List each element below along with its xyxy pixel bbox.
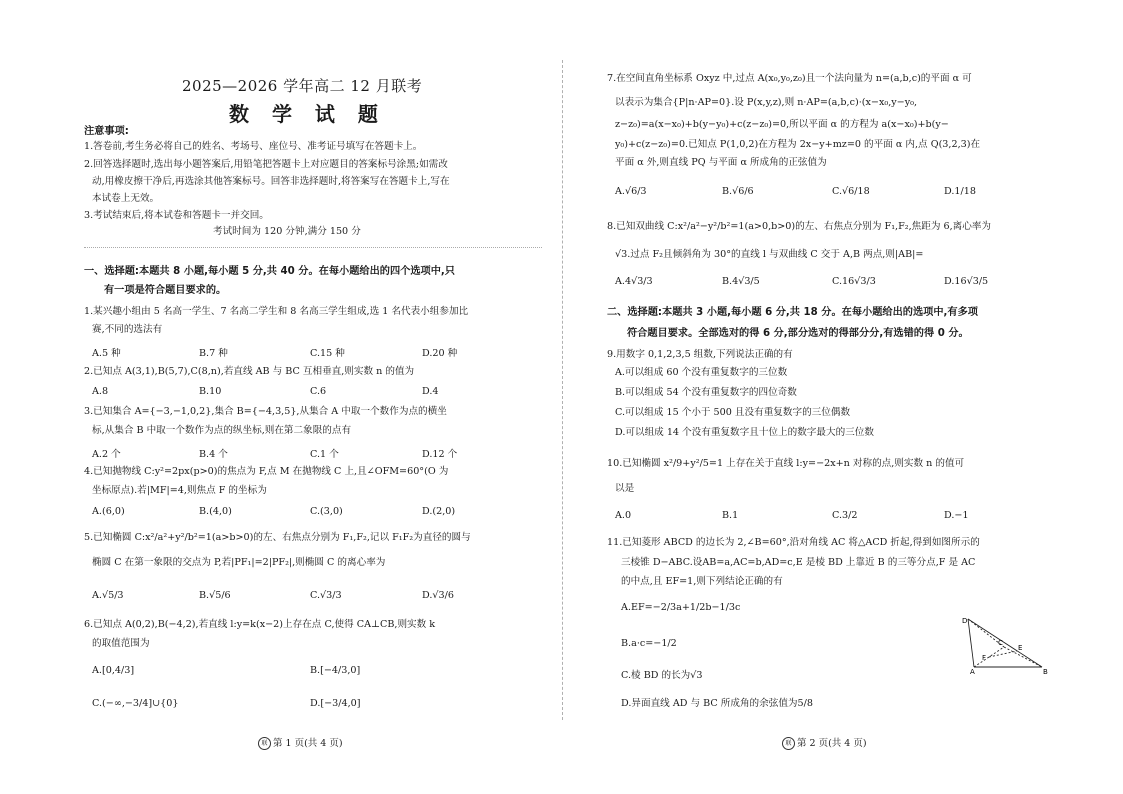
question-3-cont: 标,从集合 B 中取一个数作为点的纵坐标,则在第二象限的点有 [92,425,352,436]
q11-option-d: D.异面直线 AD 与 BC 所成角的余弦值为5/8 [621,698,813,709]
q7-choice-a: A.√6/3 [615,186,647,197]
page-1 [0,0,561,794]
q4-choice-d: D.(2,0) [422,506,456,517]
q10-choice-d: D.−1 [944,510,969,521]
question-3: 3.已知集合 A={−3,−1,0,2},集合 B={−4,3,5},从集合 A 中取一个数作为点的横坐 [84,406,447,417]
note-line: 3.考试结束后,将本试卷和答题卡一并交回。 [84,210,269,221]
question-10: 10.已知椭圆 x²/9+y²/5=1 上存在关于直线 l:y=−2x+n 对称的点,则实数 n 的值可 [607,458,965,469]
footer-mark: 联 [258,737,271,750]
notes-heading: 注意事项: [84,126,129,137]
q6-choice-d: D.[−3/4,0] [310,698,361,709]
edge-cb [1004,647,1042,667]
question-2: 2.已知点 A(3,1),B(5,7),C(8,n),若直线 AB 与 BC 互相垂直,则实数 n 的值为 [84,366,415,377]
section1-heading: 一、选择题:本题共 8 小题,每小题 5 分,共 40 分。在每小题给出的四个选项中,只 [84,266,455,277]
section2-heading-cont: 符合题目要求。全部选对的得 6 分,部分选对的得部分分,有选错的得 0 分。 [627,328,969,339]
segment-ef [989,651,1017,657]
question-7-cont: y₀)+c(z−z₀)=0.已知点 P(1,0,2)在方程为 2x−y+mz=0 的平面 α 内,点 Q(3,2,3)在 [615,139,981,150]
label-a: A [970,668,975,675]
q4-choice-a: A.(6,0) [92,506,125,517]
q8-choice-c: C.16√3/3 [832,276,876,287]
edge-da [968,619,974,667]
q5-choice-d: D.√3/6 [422,590,454,601]
question-7: 7.在空间直角坐标系 Oxyz 中,过点 A(x₀,y₀,z₀)且一个法向量为 n=(a,b,c)的平面 α 可 [607,73,972,84]
label-f: F [982,654,987,662]
q4-choice-c: C.(3,0) [310,506,343,517]
q7-choice-b: B.√6/6 [722,186,754,197]
separator [84,247,542,248]
question-7-cont: 以表示为集合{P|n·AP=0}.设 P(x,y,z),则 n·AP=(a,b,c)·(x−x₀,y−y₀, [615,97,918,108]
exam-title: 2025—2026 学年高二 12 月联考 [182,77,423,95]
q2-choice-a: A.8 [92,386,109,397]
pyramid-figure [960,615,1054,675]
q1-choice-b: B.7 种 [199,348,228,359]
note-line: 动,用橡皮擦干净后,再选涂其他答案标号。回答非选择题时,将答案写在答题卡上,写在 [92,176,450,187]
q9-option-a: A.可以组成 60 个没有重复数字的三位数 [615,367,788,378]
q7-choice-d: D.1/18 [944,186,976,197]
q11-option-c: C.棱 BD 的长为√3 [621,670,703,681]
footer-text: 第 2 页(共 4 页) [797,738,867,749]
q2-choice-b: B.10 [199,386,222,397]
note-line: 1.答卷前,考生务必将自己的姓名、考场号、座位号、准考证号填写在答题卡上。 [84,141,423,152]
label-e: E [1018,644,1023,652]
question-7-cont: 平面 α 外,则直线 PQ 与平面 α 所成角的正弦值为 [615,157,827,168]
q6-choice-c: C.(−∞,−3/4]∪{0} [92,698,179,709]
question-1: 1.某兴趣小组由 5 名高一学生、7 名高二学生和 8 名高三学生组成,选 1 名代表小组参加比 [84,306,469,317]
q3-choice-a: A.2 个 [92,449,121,460]
q5-choice-a: A.√5/3 [92,590,124,601]
q1-choice-a: A.5 种 [92,348,121,359]
q2-choice-c: C.6 [310,386,327,397]
q10-choice-c: C.3/2 [832,510,858,521]
q7-choice-c: C.√6/18 [832,186,870,197]
q9-option-c: C.可以组成 15 个小于 500 且没有重复数字的三位偶数 [615,407,851,418]
edge-db [968,619,1042,667]
q6-choice-b: B.[−4/3,0] [310,665,361,676]
question-7-cont: z−z₀)=a(x−x₀)+b(y−y₀)+c(z−z₀)=0,所以平面 α 的方程为 a(x−x₀)+b(y− [615,119,949,130]
q9-option-b: B.可以组成 54 个没有重复数字的四位奇数 [615,387,797,398]
q3-choice-b: B.4 个 [199,449,228,460]
q3-choice-c: C.1 个 [310,449,339,460]
question-11: 11.已知菱形 ABCD 的边长为 2,∠B=60°,沿对角线 AC 将△ACD 折起,得到如图所示的 [607,537,980,548]
q1-choice-d: D.20 种 [422,348,458,359]
note-line: 本试卷上无效。 [92,193,160,204]
q3-choice-d: D.12 个 [422,449,458,460]
question-4-cont: 坐标原点).若|MF|=4,则焦点 F 的坐标为 [92,485,267,496]
q8-choice-a: A.4√3/3 [615,276,653,287]
page-footer [258,735,343,750]
page-2 [562,0,1123,794]
question-8: 8.已知双曲线 C:x²/a²−y²/b²=1(a>0,b>0)的左、右焦点分别为 F₁,F₂,焦距为 6,离心率为 [607,221,992,232]
exam-info: 考试时间为 120 分钟,满分 150 分 [213,226,361,237]
q4-choice-b: B.(4,0) [199,506,232,517]
label-b: B [1043,668,1048,675]
footer-text: 第 1 页(共 4 页) [273,738,343,749]
question-5-cont: 椭圆 C 在第一象限的交点为 P,若|PF₁|=2|PF₂|,则椭圆 C 的离心率为 [92,557,386,568]
question-4: 4.已知抛物线 C:y²=2px(p>0)的焦点为 F,点 M 在抛物线 C 上,且∠OFM=60°(O 为 [84,466,449,477]
q1-choice-c: C.15 种 [310,348,345,359]
q9-option-d: D.可以组成 14 个没有重复数字且十位上的数字最大的三位数 [615,427,874,438]
q8-choice-b: B.4√3/5 [722,276,760,287]
question-10-cont: 以是 [615,483,635,494]
q8-choice-d: D.16√3/5 [944,276,989,287]
question-1-cont: 赛,不同的选法有 [92,324,163,335]
page-footer [782,735,867,750]
label-d: D [962,617,968,625]
question-11-cont: 三棱锥 D−ABC.设AB=a,AC=b,AD=c,E 是棱 BD 上靠近 B 的三等分点,F 是 AC [621,557,976,568]
label-c: C [998,639,1003,647]
question-5: 5.已知椭圆 C:x²/a²+y²/b²=1(a>b>0)的左、右焦点分别为 F₁,F₂,记以 F₁F₂为直径的圆与 [84,532,471,543]
q11-option-a: A.EF=−2/3a+1/2b−1/3c [621,602,741,613]
q5-choice-c: C.√3/3 [310,590,342,601]
question-6-cont: 的取值范围为 [92,638,150,649]
q2-choice-d: D.4 [422,386,439,397]
question-9: 9.用数字 0,1,2,3,5 组数,下列说法正确的有 [607,349,793,360]
footer-mark: 联 [782,737,795,750]
q6-choice-a: A.[0,4/3] [92,665,135,676]
question-8-cont: √3.过点 F₂且倾斜角为 30°的直线 l 与双曲线 C 交于 A,B 两点,则|AB|= [615,249,924,260]
q11-option-b: B.a·c=−1/2 [621,638,677,649]
section2-heading: 二、选择题:本题共 3 小题,每小题 6 分,共 18 分。在每小题给出的选项中,有多项 [607,307,978,318]
exam-subject: 数 学 试 题 [229,102,386,126]
question-6: 6.已知点 A(0,2),B(−4,2),若直线 l:y=k(x−2)上存在点 C,使得 CA⊥CB,则实数 k [84,619,436,630]
note-line: 2.回答选择题时,选出每小题答案后,用铅笔把答题卡上对应题目的答案标号涂黑;如需改 [84,159,448,170]
q5-choice-b: B.√5/6 [199,590,231,601]
q10-choice-b: B.1 [722,510,739,521]
section1-heading-cont: 有一项是符合题目要求的。 [104,285,227,296]
question-11-cont: 的中点,且 EF=1,则下列结论正确的有 [621,576,783,587]
q10-choice-a: A.0 [615,510,632,521]
